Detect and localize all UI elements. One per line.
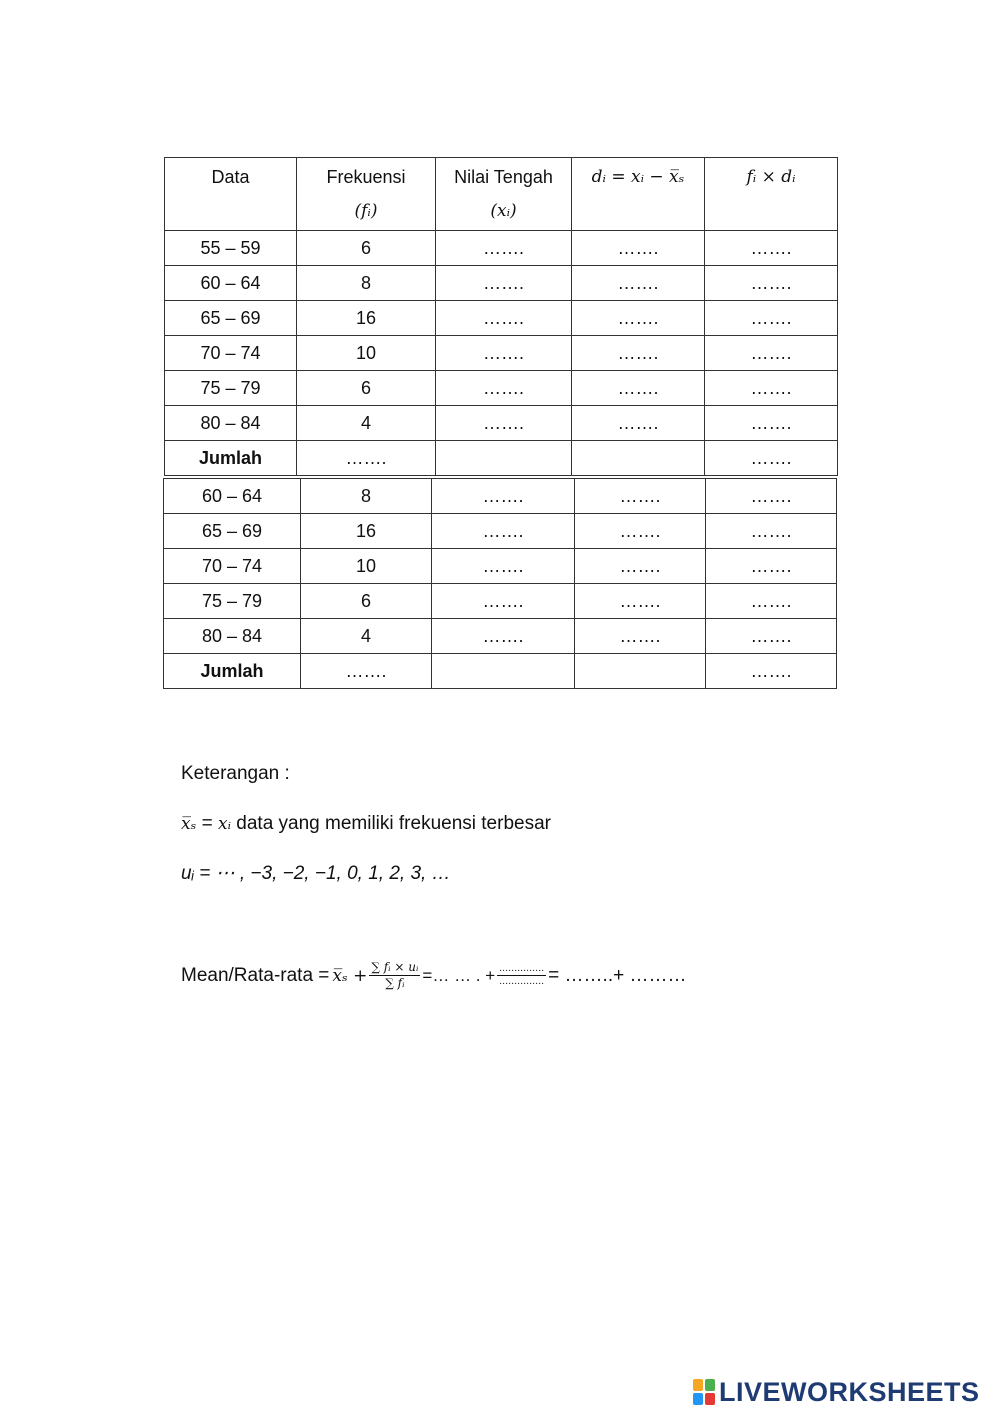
empty-cell [575, 654, 706, 689]
answer-blank-xi[interactable]: ……. [436, 266, 572, 301]
empty-cell [432, 654, 575, 689]
answer-blank-di[interactable]: ……. [572, 336, 705, 371]
answer-blank-fidi[interactable]: ……. [706, 479, 837, 514]
answer-blank-total-fidi[interactable]: ……. [705, 441, 838, 476]
xs-symbol: x̅ₛ [181, 814, 197, 834]
table-row [165, 371, 838, 406]
cell-frequency: 6 [301, 584, 432, 619]
liveworksheets-logo-icon [693, 1379, 715, 1405]
xs-equals: = [196, 813, 218, 834]
answer-blank-fidi[interactable]: ……. [705, 301, 838, 336]
table-row [165, 301, 838, 336]
answer-blank-fidi[interactable]: ……. [705, 406, 838, 441]
answer-blank-fidi[interactable]: ……. [706, 619, 837, 654]
mean-xs: x̅ₛ + [332, 965, 368, 986]
frequency-table-2 [163, 478, 837, 689]
table-row [164, 549, 837, 584]
cell-frequency: 10 [301, 549, 432, 584]
answer-blank-di[interactable]: ……. [575, 619, 706, 654]
answer-blank-fidi[interactable]: ……. [705, 231, 838, 266]
answer-blank-mean-result[interactable]: = ……..+ ……… [548, 964, 687, 986]
table-row [165, 231, 838, 266]
table-row [165, 336, 838, 371]
cell-frequency: 6 [297, 231, 436, 266]
xi-symbol: xᵢ [217, 814, 231, 834]
blank-denominator[interactable]: …………… [499, 977, 545, 987]
cell-data: 60 – 64 [164, 479, 301, 514]
answer-blank-xi[interactable]: ……. [436, 301, 572, 336]
table-header-row [165, 158, 838, 231]
liveworksheets-logo-text: LIVEWORKSHEETS [719, 1376, 980, 1407]
answer-blank-total-frequency[interactable]: ……. [297, 441, 436, 476]
header-nilai-tengah: Nilai Tengah (xᵢ) [436, 158, 572, 231]
answer-blank-xi[interactable]: ……. [436, 371, 572, 406]
notes-heading: Keterangan : [181, 763, 290, 784]
answer-blank-fidi[interactable]: ……. [705, 371, 838, 406]
cell-data: 75 – 79 [164, 584, 301, 619]
cell-data: 55 – 59 [165, 231, 297, 266]
blank-numerator[interactable]: …………… [499, 964, 545, 974]
cell-data: 75 – 79 [165, 371, 297, 406]
mean-formula [181, 960, 686, 991]
cell-frequency: 8 [297, 266, 436, 301]
cell-data: 80 – 84 [164, 619, 301, 654]
cell-data: 60 – 64 [165, 266, 297, 301]
cell-frequency: 6 [297, 371, 436, 406]
table-row [164, 514, 837, 549]
empty-cell [572, 441, 705, 476]
answer-blank-mean-xs[interactable]: =… … . + [422, 965, 496, 985]
notes-xs-definition [181, 813, 551, 835]
answer-blank-di[interactable]: ……. [575, 514, 706, 549]
answer-blank-xi[interactable]: ……. [436, 336, 572, 371]
answer-blank-fidi[interactable]: ……. [706, 514, 837, 549]
table-total-row [164, 654, 837, 689]
answer-blank-xi[interactable]: ……. [432, 549, 575, 584]
mean-label: Mean/Rata-rata = [181, 964, 330, 986]
header-deviation: dᵢ = xᵢ − x̅ₛ [572, 158, 705, 231]
cell-frequency: 16 [297, 301, 436, 336]
answer-blank-di[interactable]: ……. [575, 479, 706, 514]
liveworksheets-logo [693, 1374, 993, 1410]
answer-blank-di[interactable]: ……. [575, 549, 706, 584]
answer-blank-di[interactable]: ……. [572, 266, 705, 301]
fraction-numerator: ∑ fᵢ × uᵢ [371, 960, 419, 974]
xs-description: data yang memiliki frekuensi terbesar [231, 813, 551, 834]
answer-blank-xi[interactable]: ……. [432, 514, 575, 549]
answer-blank-fidi[interactable]: ……. [706, 584, 837, 619]
notes-ui-sequence: uᵢ = ⋯ , −3, −2, −1, 0, 1, 2, 3, … [181, 863, 451, 884]
answer-blank-fidi[interactable]: ……. [706, 549, 837, 584]
answer-blank-xi[interactable]: ……. [436, 406, 572, 441]
header-data: Data [165, 158, 297, 231]
total-label: Jumlah [165, 441, 297, 476]
answer-blank-total-fidi[interactable]: ……. [706, 654, 837, 689]
header-frekuensi: Frekuensi (fᵢ) [297, 158, 436, 231]
total-label: Jumlah [164, 654, 301, 689]
empty-cell [436, 441, 572, 476]
answer-blank-di[interactable]: ……. [572, 301, 705, 336]
cell-data: 65 – 69 [165, 301, 297, 336]
table-row [165, 406, 838, 441]
answer-blank-xi[interactable]: ……. [436, 231, 572, 266]
fraction-denominator: ∑ fᵢ [385, 976, 405, 990]
table-row [164, 619, 837, 654]
answer-blank-di[interactable]: ……. [572, 231, 705, 266]
answer-blank-di[interactable]: ……. [572, 406, 705, 441]
cell-frequency: 10 [297, 336, 436, 371]
cell-frequency: 4 [297, 406, 436, 441]
frequency-table-1 [164, 157, 838, 476]
answer-blank-total-frequency[interactable]: ……. [301, 654, 432, 689]
sum-fraction [369, 960, 420, 991]
answer-blank-di[interactable]: ……. [575, 584, 706, 619]
cell-data: 70 – 74 [165, 336, 297, 371]
cell-frequency: 16 [301, 514, 432, 549]
answer-blank-xi[interactable]: ……. [432, 479, 575, 514]
cell-data: 70 – 74 [164, 549, 301, 584]
header-fi-times-di: fᵢ × dᵢ [705, 158, 838, 231]
table-row [164, 584, 837, 619]
answer-blank-xi[interactable]: ……. [432, 584, 575, 619]
table-total-row [165, 441, 838, 476]
table-row [164, 479, 837, 514]
cell-data: 65 – 69 [164, 514, 301, 549]
answer-blank-di[interactable]: ……. [572, 371, 705, 406]
cell-frequency: 4 [301, 619, 432, 654]
blank-fraction[interactable] [497, 963, 546, 988]
cell-data: 80 – 84 [165, 406, 297, 441]
answer-blank-fidi[interactable]: ……. [705, 266, 838, 301]
answer-blank-xi[interactable]: ……. [432, 619, 575, 654]
table-row [165, 266, 838, 301]
cell-frequency: 8 [301, 479, 432, 514]
answer-blank-fidi[interactable]: ……. [705, 336, 838, 371]
